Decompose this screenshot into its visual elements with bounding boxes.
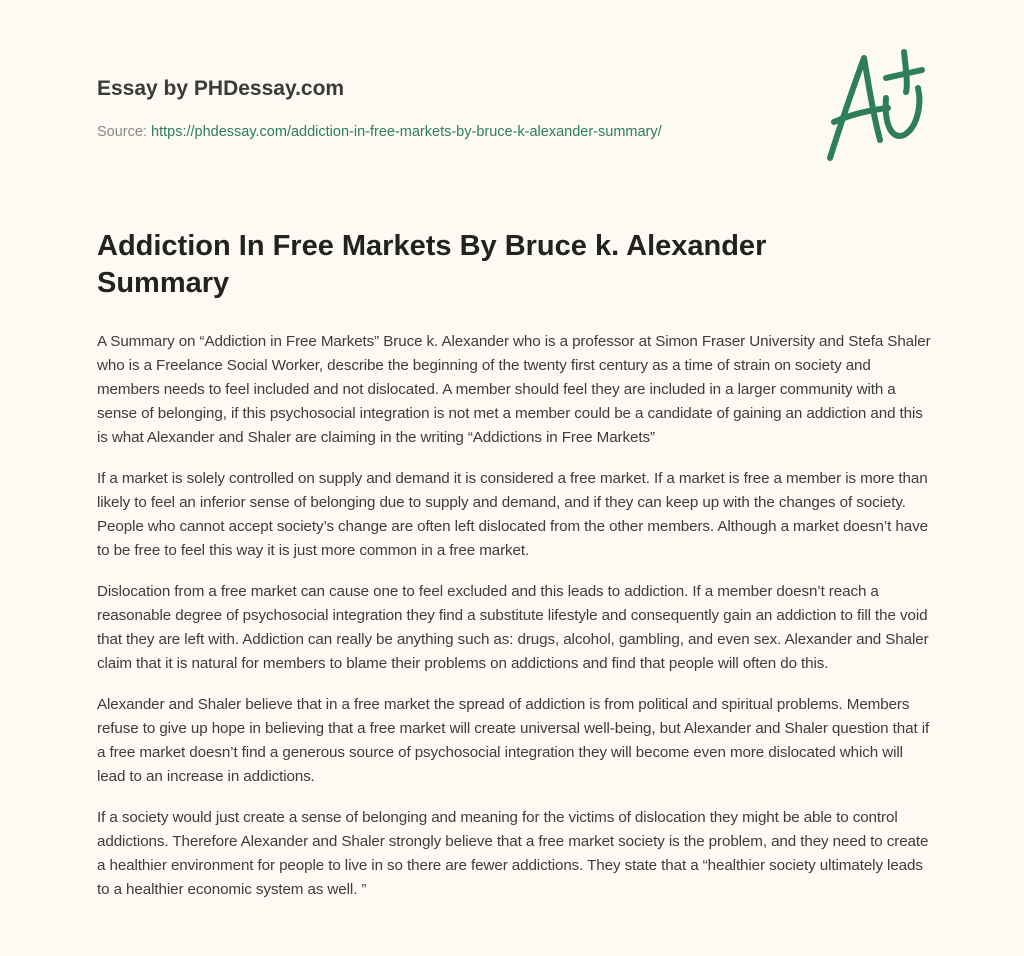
paragraph: A Summary on “Addiction in Free Markets” Bruce k. Alexander who is a professor at Simon Fraser University and Stefa Shaler who is a Freelance Social Worker, describe the beginning of the twenty first century as a time of strain on society and members needs to feel included and not dislocated. A member should feel they are included in a larger community with a sense of belonging, if this psychosocial integration is not met a member could be a candidate of gaining an addiction and this is what Alexander and Shaler are claiming in the writing “Addictions in Free Markets”: [97, 333, 931, 446]
paragraph: Alexander and Shaler believe that in a free market the spread of addiction is from political and spiritual problems. Members refuse to give up hope in believing that a free market will create universal well-being, but Alexander and Shaler question that if a free market doesn’t find a generous source of psychosocial integration they will become even more dislocated which will lead to an increase in addictions.: [97, 696, 930, 785]
source-label: Source:: [97, 124, 147, 140]
source-line: [97, 124, 662, 140]
site-brand: Essay by PHDessay.com: [97, 77, 345, 100]
paragraph: If a market is solely controlled on supply and demand it is considered a free market. If a market is free a member is more than likely to feel an inferior sense of belonging due to supply and demand, and if they can keep up with the changes of society. People who cannot accept society’s change are often left dislocated from the other members. Although a market doesn’t have to be free to feel this way it is just more common in a free market.: [97, 470, 928, 559]
source-link[interactable]: https://phdessay.com/addiction-in-free-markets-by-bruce-k-alexander-summary/: [151, 124, 662, 140]
paragraph: If a society would just create a sense of belonging and meaning for the victims of dislocation they might be able to control addictions. Therefore Alexander and Shaler strongly believe that a free market society is the problem, and they need to create a healthier environment for people to live in so there are fewer addictions. They state that a “healthier society ultimately leads to a healthier economic system as well. ”: [97, 809, 929, 898]
article-title: Addiction In Free Markets By Bruce k. Alexander Summary: [97, 230, 767, 299]
article-body: [97, 330, 933, 919]
paragraph: Dislocation from a free market can cause one to feel excluded and this leads to addiction. If a member doesn’t reach a reasonable degree of psychosocial integration they find a substitute lifestyle and consequently gain an addiction to fill the void that they are left with. Addiction can really be anything such as: drugs, alcohol, gambling, and even sex. Alexander and Shaler claim that it is natural for members to blame their problems on addictions and find that people will often do this.: [97, 583, 929, 672]
a-plus-logo-icon: [822, 40, 932, 165]
